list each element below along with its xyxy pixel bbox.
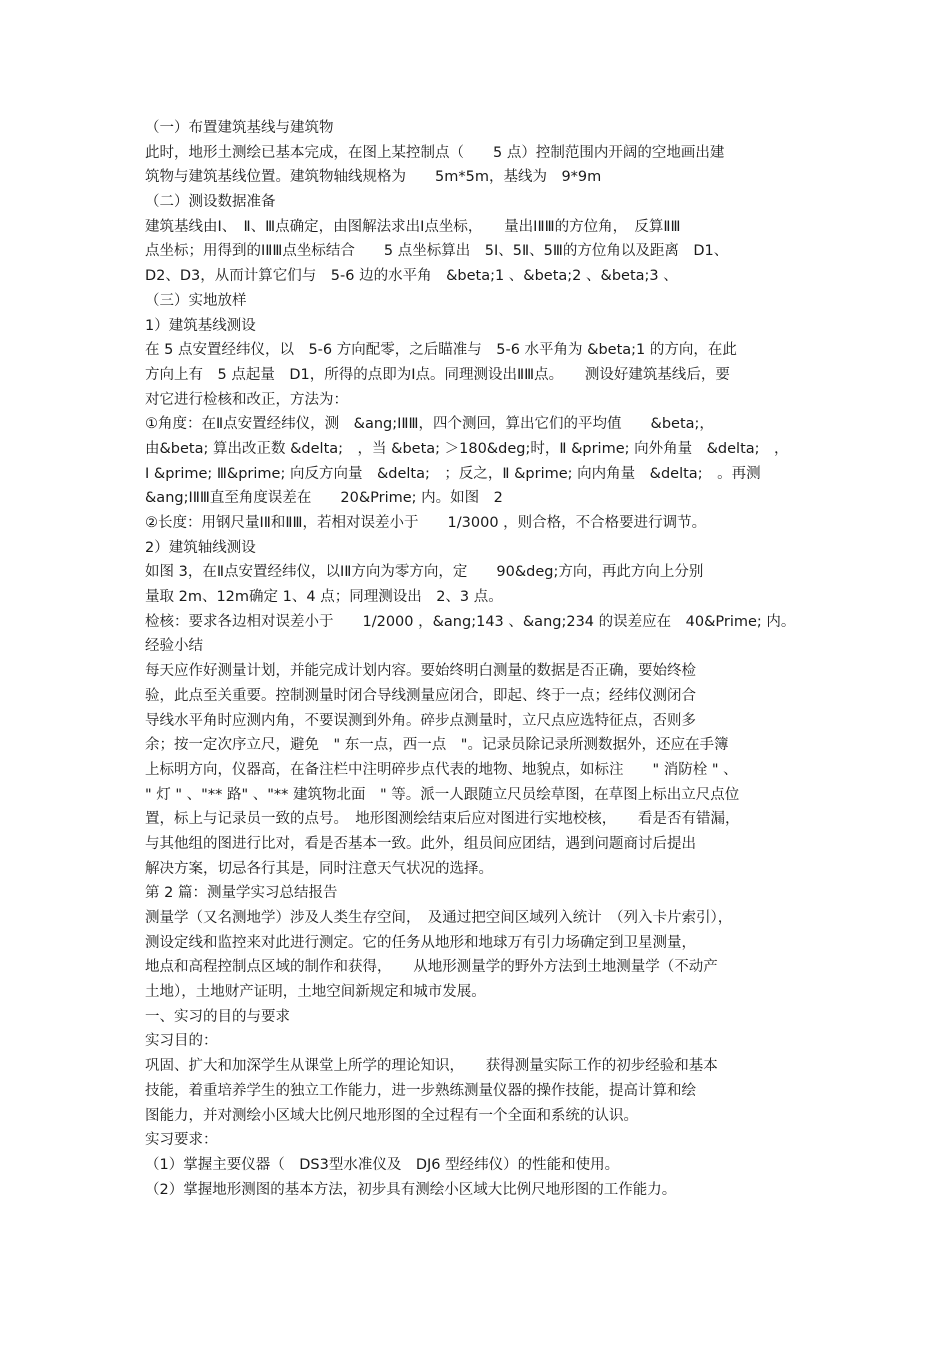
text-line: 此时，地形土测绘已基本完成，在图上某控制点（ 5 点）控制范围内开阔的空地画出建 [145, 144, 725, 161]
text-line: D2、D3，从而计算它们与 5-6 边的水平角 &beta;1 、&beta;2 、&beta;3 、 [145, 268, 678, 285]
text-line: 1）建筑基线测设 [145, 317, 256, 334]
text-line: 对它进行检核和改正，方法为： [145, 391, 348, 408]
text-line: 2）建筑轴线测设 [145, 539, 256, 556]
text-line: 解决方案，切忌各行其是，同时注意天气状况的选择。 [145, 860, 493, 877]
text-line: （1）掌握主要仪器（ DS3型水准仪及 DJ6 型经纬仪）的性能和使用。 [145, 1156, 620, 1173]
text-line: 每天应作好测量计划，并能完成计划内容。要始终明白测量的数据是否正确，要始终检 [145, 663, 696, 680]
text-line: （三）实地放样 [145, 292, 247, 309]
text-line: 建筑基线由Ⅰ、 Ⅱ、Ⅲ点确定，由图解法求出Ⅰ点坐标， 量出ⅠⅡⅢ的方位角， 反算ⅡⅢ [145, 218, 681, 235]
text-line: 地点和高程控制点区域的制作和获得， 从地形测量学的野外方法到土地测量学（不动产 [145, 959, 718, 976]
text-line: 一、实习的目的与要求 [145, 1008, 290, 1025]
text-line: 测量学（又名测地学）涉及人类生存空间， 及通过把空间区域列入统计 （列入卡片索引）， [145, 910, 733, 926]
text-line: （二）测设数据准备 [145, 194, 276, 211]
text-line: " 灯 " 、"** 路" 、"** 建筑物北面 " 等。派一人跟随立尺员绘草图，在草图上标出立尺点位 [145, 786, 740, 803]
text-line: 如图 3，在Ⅱ点安置经纬仪，以ⅠⅡ方向为零方向，定 90&deg;方向，再此方向上分别 [145, 564, 704, 581]
text-line: 导线水平角时应测内角，不要误测到外角。碎步点测量时，立尺点应选特征点，否则多 [145, 712, 696, 729]
text-line: （2）掌握地形测图的基本方法，初步具有测绘小区域大比例尺地形图的工作能力。 [145, 1181, 677, 1198]
text-line: 实习要求： [145, 1132, 218, 1149]
text-line: &ang;ⅠⅡⅢ直至角度误差在 20&Prime; 内。如图 2 [145, 490, 503, 507]
text-line: 第 2 篇：测量学实习总结报告 [145, 885, 338, 902]
text-line: ①角度：在Ⅱ点安置经纬仪，测 &ang;ⅠⅡⅢ，四个测回，算出它们的平均值 &beta;， [145, 416, 714, 433]
text-line: 方向上有 5 点起量 D1，所得的点即为Ⅰ点。同理测设出ⅡⅢ点。 测设好建筑基线后，要 [145, 366, 730, 383]
text-line: 检核：要求各边相对误差小于 1/2000 ，&ang;143 、&ang;234 的误差应在 40&Prime; 内。 [145, 613, 796, 630]
text-line: 点坐标；用得到的ⅠⅡⅢ点坐标结合 5 点坐标算出 5Ⅰ、5Ⅱ、5Ⅲ的方位角以及距离 D1、 [145, 243, 729, 260]
text-line: 土地），土地财产证明，土地空间新规定和城市发展。 [145, 984, 486, 1001]
text-line: 量取 2m、12m确定 1、4 点；同理测设出 2、3 点。 [145, 589, 503, 606]
text-line: 置，标上与记录员一致的点号。 地形图测绘结束后应对图进行实地校核， 看是否有错漏， [145, 811, 740, 828]
text-line: 上标明方向，仪器高，在备注栏中注明碎步点代表的地物、地貌点，如标注 " 消防栓 " 、 [145, 761, 738, 778]
text-line: 巩固、扩大和加深学生从课堂上所学的理论知识， 获得测量实际工作的初步经验和基本 [145, 1058, 718, 1075]
text-line: 实习目的： [145, 1033, 218, 1050]
text-line: 技能，着重培养学生的独立工作能力，进一步熟练测量仪器的操作技能，提高计算和绘 [145, 1082, 696, 1099]
text-line: 筑物与建筑基线位置。建筑物轴线规格为 5m*5m，基线为 9*9m [145, 169, 602, 186]
document-body [145, 116, 815, 1202]
text-line: 经验小结 [145, 638, 203, 655]
text-line: 由&beta; 算出改正数 &delta; ，当 &beta; ＞180&deg;时，Ⅱ &prime; 向外角量 &delta; ， [145, 440, 789, 457]
text-line: （一）布置建筑基线与建筑物 [145, 120, 334, 136]
text-line: 与其他组的图进行比对，看是否基本一致。此外，组员间应团结，遇到问题商讨后提出 [145, 835, 696, 852]
text-line: 验，此点至关重要。控制测量时闭合导线测量应闭合，即起、终于一点；经纬仪测闭合 [145, 687, 696, 704]
text-line: 在 5 点安置经纬仪，以 5-6 方向配零，之后瞄准与 5-6 水平角为 &beta;1 的方向，在此 [145, 342, 737, 359]
text-line: 测设定线和监控来对此进行测定。它的任务从地形和地球万有引力场确定到卫星测量， [145, 934, 696, 951]
text-line: 余；按一定次序立尺，避免 " 东一点，西一点 "。记录员除记录所测数据外，还应在手簿 [145, 737, 729, 754]
text-line: 图能力，并对测绘小区域大比例尺地形图的全过程有一个全面和系统的认识。 [145, 1107, 638, 1124]
text-line: Ⅰ &prime; Ⅲ&prime; 向反方向量 &delta; ；反之，Ⅱ &prime; 向内角量 &delta; 。再测 [145, 465, 761, 482]
text-line: ②长度：用钢尺量ⅠⅡ和ⅡⅢ，若相对误差小于 1/3000 ，则合格，不合格要进行调节。 [145, 515, 707, 531]
